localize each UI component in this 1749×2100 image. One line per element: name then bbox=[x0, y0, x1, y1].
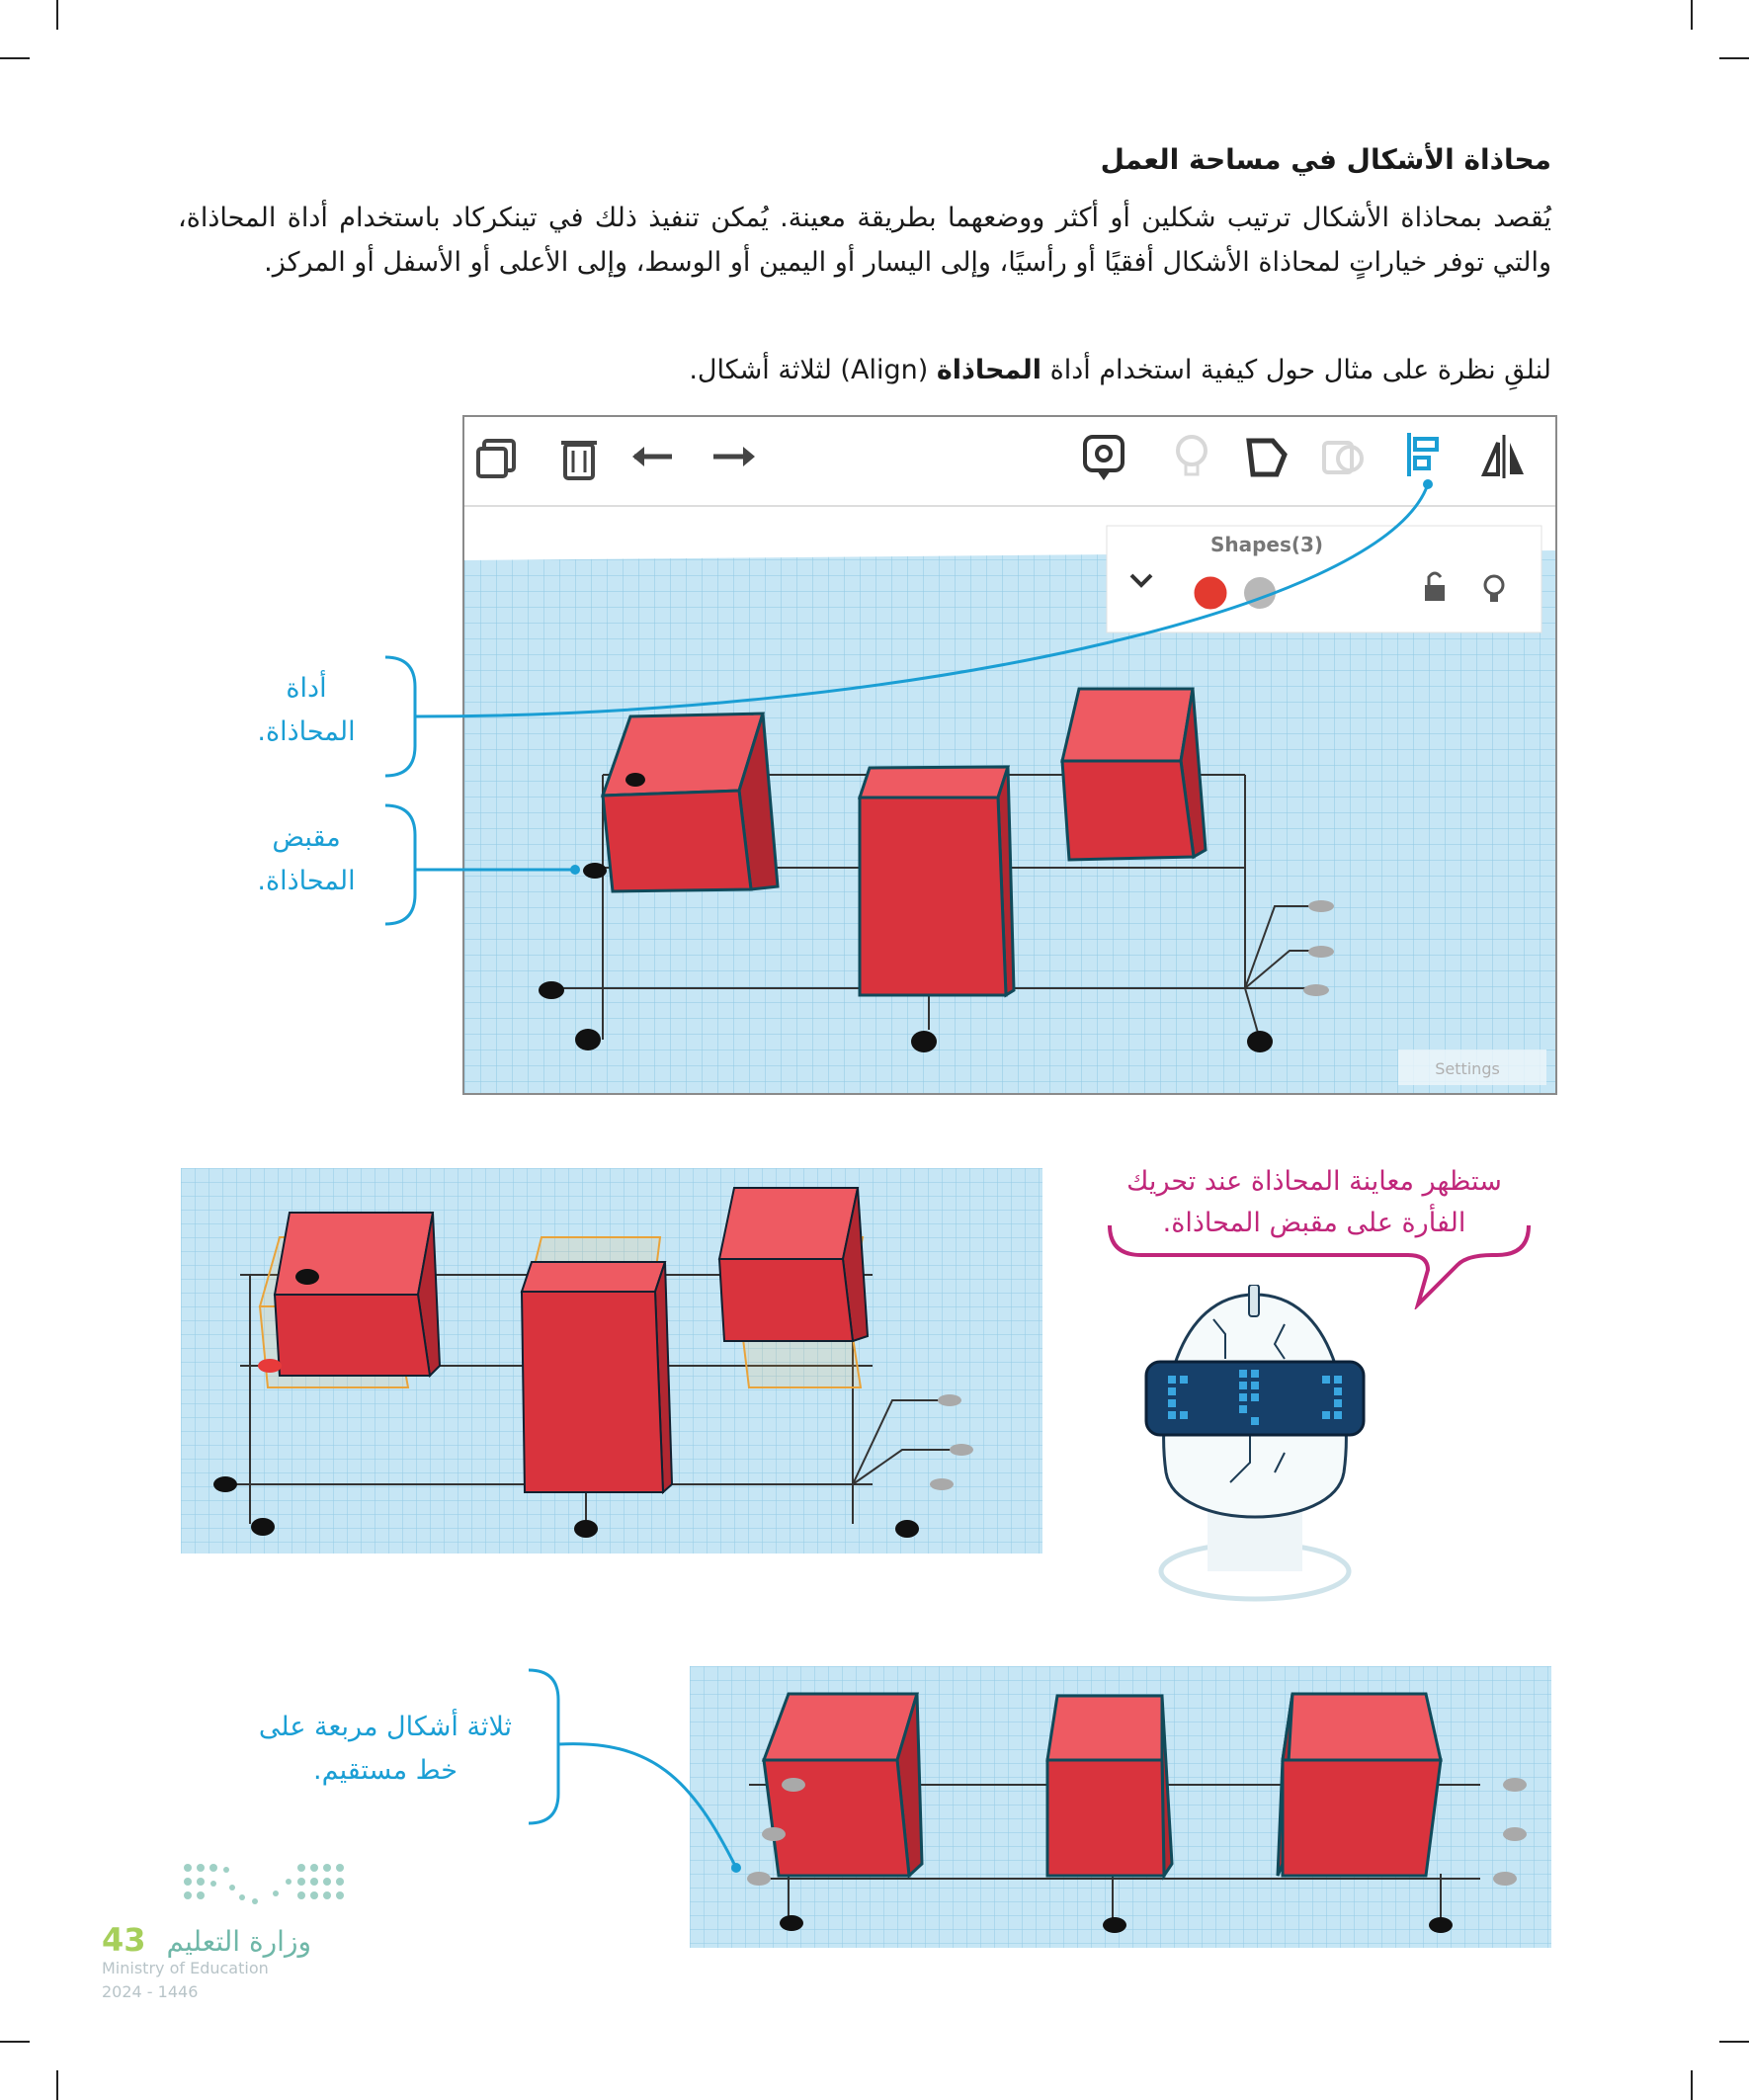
page-number: 43 bbox=[102, 1921, 146, 1959]
bubble-line: ستظهر معاينة المحاذاة عند تحريك bbox=[1126, 1166, 1502, 1197]
callout-aligned-shapes bbox=[237, 1706, 534, 1793]
callout-line: خط مستقيم. bbox=[313, 1755, 458, 1786]
shapes-count-label: Shapes(3) bbox=[1209, 533, 1324, 556]
settings-label[interactable]: Settings bbox=[1435, 1059, 1500, 1078]
example-text-bold: المحاذاة bbox=[936, 355, 1041, 385]
callout-line: المحاذاة. bbox=[257, 866, 356, 896]
section-heading: محاذاة الأشكال في مساحة العمل bbox=[1100, 143, 1551, 176]
callout-line: ثلاثة أشكال مربعة على bbox=[258, 1712, 513, 1742]
example-text-end: (Align) لثلاثة أشكال. bbox=[689, 355, 937, 385]
intro-paragraph: يُقصد بمحاذاة الأشكال ترتيب شكلين أو أكثر ووضعهما بطريقة معينة. يُمكن تنفيذ ذلك في تينكركاد باستخدام أداة المحاذاة، والتي توفر خياراتٍ لمحاذاة الأشكال أفقيًا أو رأسيًا، وإلى اليسار أو اليمين أو الوسط، وإلى الأعلى أو الأسفل أو المركز. bbox=[178, 203, 1551, 278]
callout-line: أداة bbox=[286, 673, 327, 704]
ministry-name-en: Ministry of Education bbox=[102, 1959, 269, 1977]
callout-line: المحاذاة. bbox=[257, 716, 356, 747]
logo-dots bbox=[94, 1858, 371, 1917]
example-text-start: لنلقِ نظرة على مثال حول كيفية استخدام أداة bbox=[1041, 355, 1551, 385]
year-label: 2024 - 1446 bbox=[102, 1982, 199, 2001]
callout-line: مقبض bbox=[272, 822, 341, 853]
bubble-line: الفأرة على مقبض المحاذاة. bbox=[1162, 1208, 1466, 1238]
ministry-logo bbox=[94, 1858, 390, 2010]
ministry-name-ar: وزارة التعليم bbox=[166, 1925, 311, 1958]
